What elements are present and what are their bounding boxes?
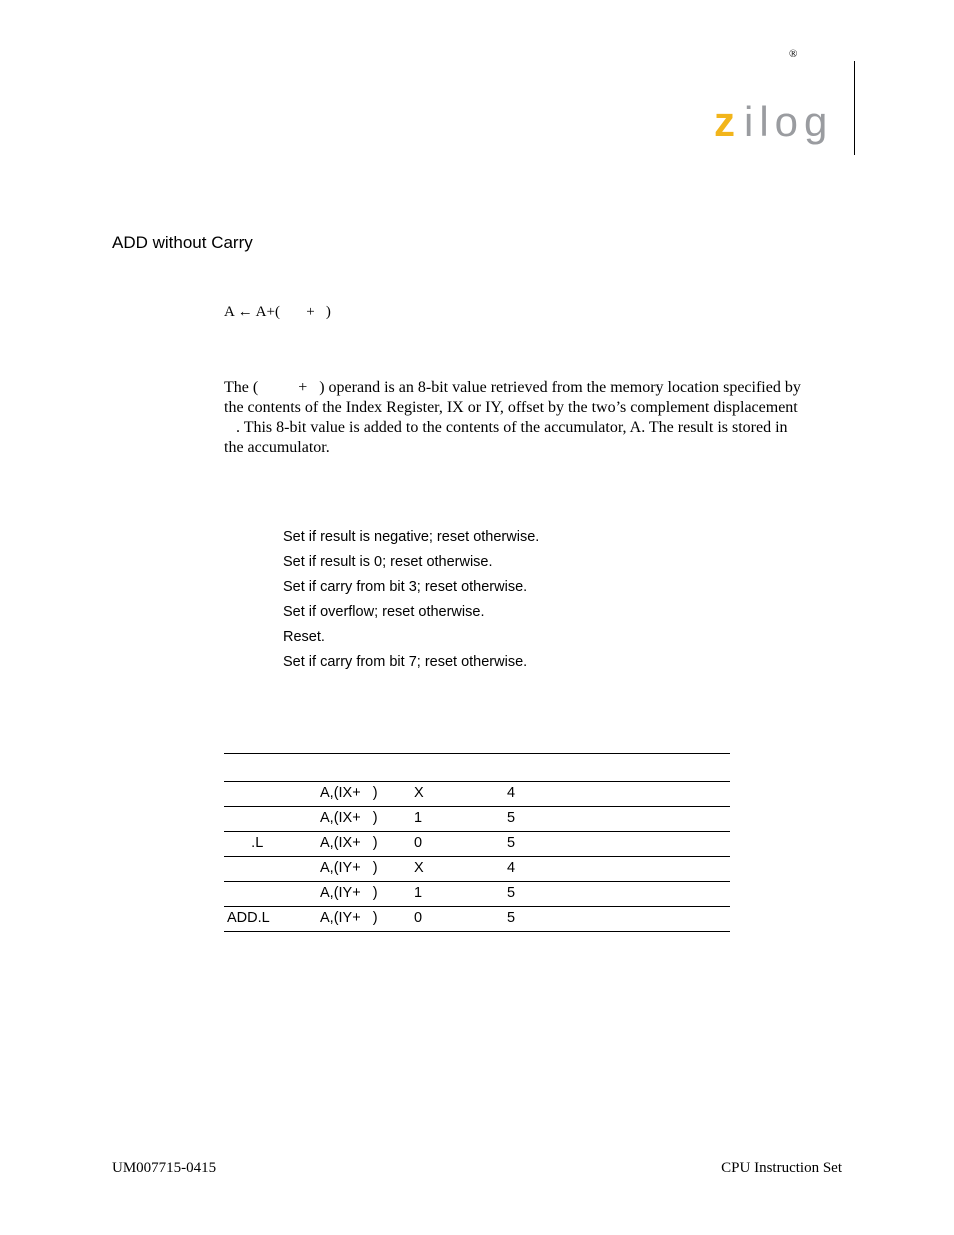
- table-row: [224, 807, 730, 832]
- flag-description: Set if overflow; reset otherwise.: [283, 604, 485, 620]
- adl-mode-cell: 0: [414, 910, 423, 926]
- footer-section-name: CPU Instruction Set: [721, 1160, 842, 1176]
- cycles-cell: 5: [507, 835, 516, 851]
- operand-cell: A,(IX+ ): [320, 785, 378, 801]
- table-row: [224, 857, 730, 882]
- cycles-cell: 5: [507, 910, 516, 926]
- cycles-cell: 4: [507, 860, 516, 876]
- adl-mode-cell: 1: [414, 810, 423, 826]
- description-line: the contents of the Index Register, IX or IY, offset by the two’s complement displacement: [224, 399, 798, 416]
- mnemonic-cell: .L: [227, 835, 264, 851]
- cycles-cell: 5: [507, 885, 516, 901]
- header-vertical-rule: [854, 61, 855, 155]
- table-row: [224, 907, 730, 932]
- adl-mode-cell: X: [414, 785, 424, 801]
- description-line: The ( + ) operand is an 8-bit value retrieved from the memory location specified by: [224, 379, 801, 396]
- description-line: . This 8-bit value is added to the contents of the accumulator, A. The result is stored in: [224, 419, 788, 436]
- cycles-cell: 5: [507, 810, 516, 826]
- adl-mode-cell: X: [414, 860, 424, 876]
- flag-description: Set if carry from bit 3; reset otherwise.: [283, 579, 528, 595]
- cycles-cell: 4: [507, 785, 516, 801]
- operand-cell: A,(IY+ ): [320, 885, 378, 901]
- section-title: ADD without Carry: [112, 233, 253, 252]
- flag-description: Set if result is negative; reset otherwise.: [283, 529, 540, 545]
- condition-bits-list: [283, 527, 539, 677]
- registered-trademark-mark: ®: [789, 48, 798, 60]
- operand-cell: A,(IY+ ): [320, 910, 378, 926]
- table-row: [224, 782, 730, 807]
- description-line: the accumulator.: [224, 439, 330, 456]
- opcode-table: [224, 753, 730, 932]
- operand-cell: A,(IX+ ): [320, 810, 378, 826]
- table-row: [224, 832, 730, 857]
- footer-document-number: UM007715-0415: [112, 1160, 217, 1176]
- table-row: [224, 882, 730, 907]
- zilog-logo: [712, 100, 852, 160]
- description-paragraph: [224, 378, 844, 458]
- adl-mode-cell: 0: [414, 835, 423, 851]
- flag-description: Reset.: [283, 629, 325, 645]
- svg-text:z: z: [714, 100, 735, 145]
- table-top-rule: [224, 753, 730, 781]
- operation-formula: A ← A+( + ): [224, 304, 331, 320]
- operand-cell: A,(IY+ ): [320, 860, 378, 876]
- svg-text:ilog: ilog: [744, 100, 834, 145]
- mnemonic-cell: ADD.L: [227, 910, 270, 926]
- flag-description: Set if result is 0; reset otherwise.: [283, 554, 493, 570]
- operand-cell: A,(IX+ ): [320, 835, 378, 851]
- adl-mode-cell: 1: [414, 885, 423, 901]
- flag-description: Set if carry from bit 7; reset otherwise.: [283, 654, 528, 670]
